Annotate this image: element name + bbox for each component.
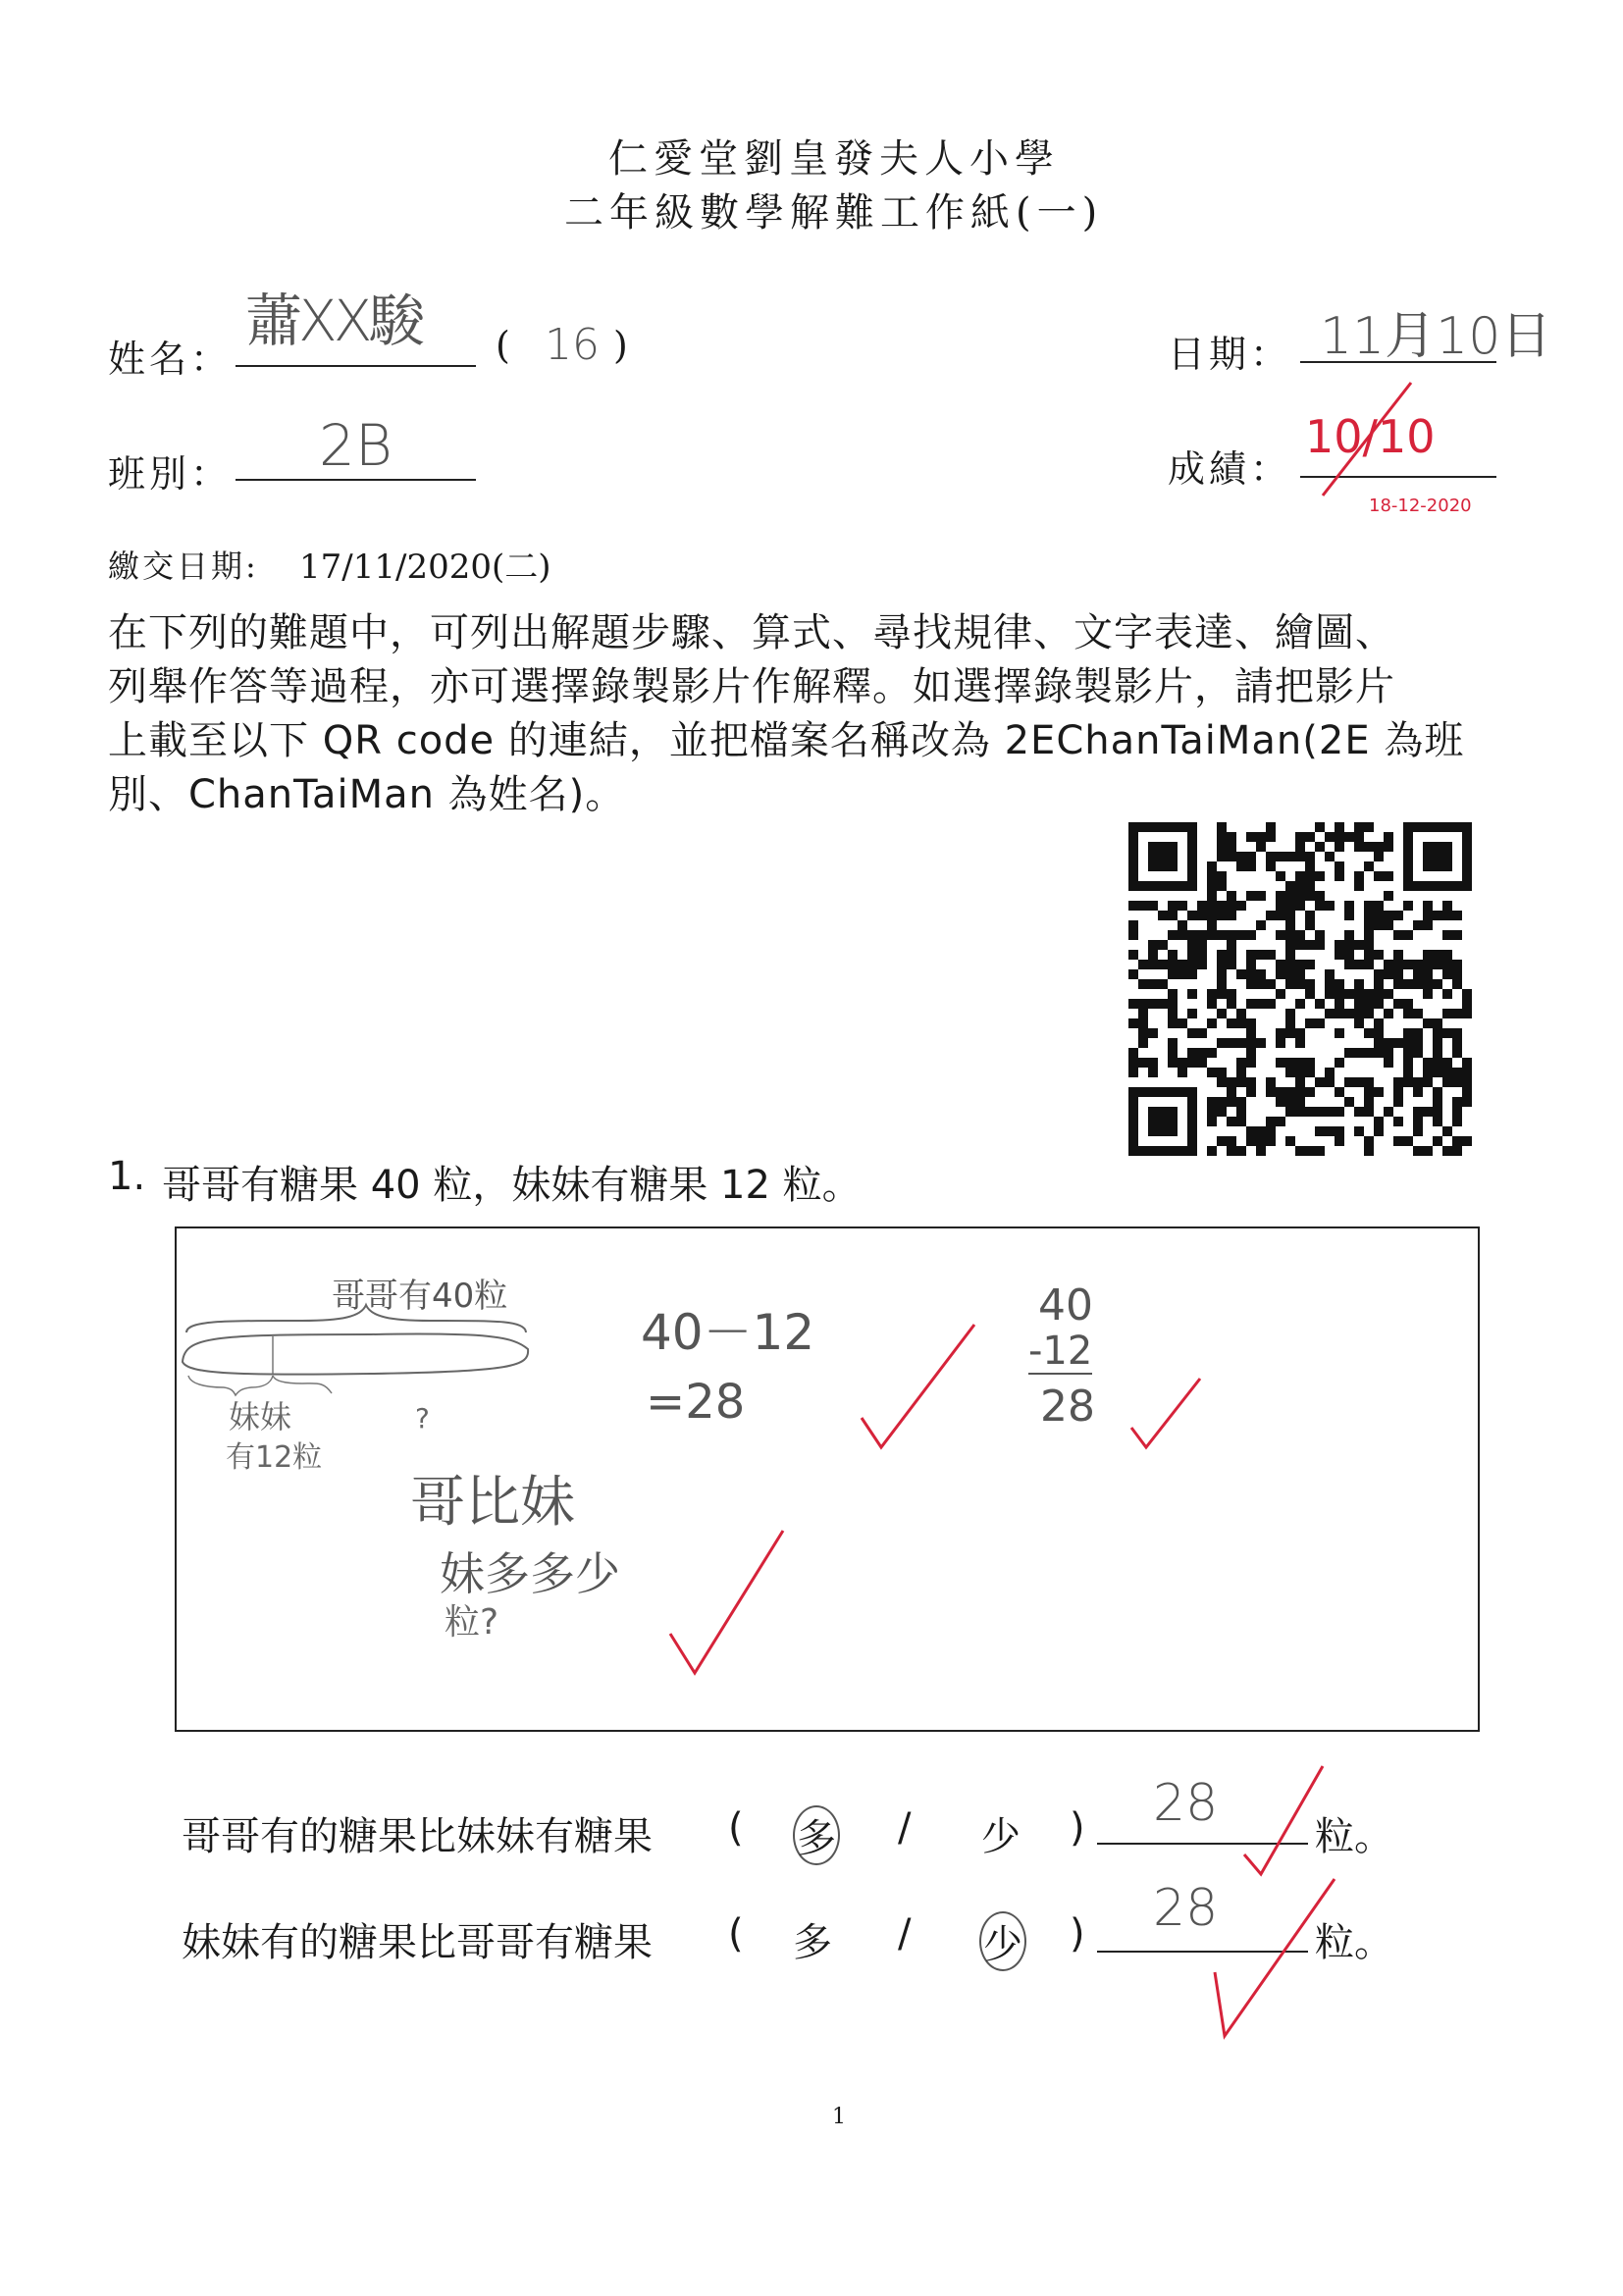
class-label: 班別： xyxy=(108,452,233,496)
sister-label: 妹妹 xyxy=(229,1398,292,1435)
column-subtract: -12 xyxy=(1028,1329,1093,1374)
page-number: 1 xyxy=(832,2105,846,2129)
score-slash xyxy=(1323,383,1411,496)
answer1-close: ) xyxy=(1070,1805,1085,1851)
answer2-option-more[interactable]: 多 xyxy=(793,1920,832,1965)
instruction-line: 上載至以下 QR code 的連結，並把檔案名稱改為 2EChanTaiMan(2E 為班 xyxy=(108,718,1465,763)
answer2-prefix: 妹妹有的糖果比哥哥有糖果 xyxy=(182,1920,653,1965)
sister-count: 有12粒 xyxy=(226,1440,323,1475)
score-label: 成績： xyxy=(1168,447,1292,491)
question-note-3: 粒? xyxy=(445,1602,499,1643)
due-label: 繳交日期: xyxy=(108,548,259,585)
column-top: 40 xyxy=(1038,1280,1093,1331)
mark-date: 18-12-2020 xyxy=(1369,496,1472,516)
name-label: 姓名： xyxy=(108,338,233,381)
instruction-line: 列舉作答等過程，亦可選擇錄製影片作解釋。如選擇錄製影片，請把影片 xyxy=(108,664,1395,709)
answer1-option-more[interactable]: 多 xyxy=(793,1805,840,1865)
worksheet-title: 二年級數學解難工作紙(一) xyxy=(564,190,1104,235)
answer1-open: ( xyxy=(728,1805,744,1851)
score-value: 10/10 xyxy=(1305,410,1436,463)
date-label: 日期： xyxy=(1168,333,1292,376)
name-value: 蕭XX駿 xyxy=(245,287,422,354)
equation: 40－12 xyxy=(641,1304,815,1361)
column-result: 28 xyxy=(1040,1382,1095,1432)
answer1-slash: / xyxy=(898,1805,912,1851)
due-value: 17/11/2020(二) xyxy=(299,548,551,587)
question-text: 哥哥有糖果 40 粒，妹妹有糖果 12 粒。 xyxy=(162,1163,862,1208)
school-name: 仁愛堂劉皇發夫人小學 xyxy=(608,136,1060,182)
instruction-line: 在下列的難題中，可列出解題步驟、算式、尋找規律、文字表達、繪圖、 xyxy=(108,610,1395,655)
answer2-option-less[interactable]: 少 xyxy=(979,1911,1026,1971)
check-mark xyxy=(1215,1879,1335,2036)
date-value: 11月10日 xyxy=(1320,307,1552,366)
answer1-value[interactable]: 28 xyxy=(1153,1774,1219,1833)
answer2-unit: 粒。 xyxy=(1315,1920,1393,1965)
answer2-open: ( xyxy=(728,1911,744,1957)
equation-result: =28 xyxy=(646,1375,746,1430)
answer1-prefix: 哥哥有的糖果比妹妹有糖果 xyxy=(182,1814,653,1859)
check-mark xyxy=(1244,1766,1323,1874)
question-number: 1. xyxy=(108,1154,146,1199)
question-note-2: 妹多多少 xyxy=(440,1547,620,1600)
class-no-close: ) xyxy=(613,324,632,367)
answer1-unit: 粒。 xyxy=(1315,1814,1393,1859)
question-note-1: 哥比妹 xyxy=(410,1471,575,1535)
class-value: 2B xyxy=(319,412,393,479)
brother-label: 哥哥有40粒 xyxy=(332,1277,508,1316)
class-no-open: ( xyxy=(496,324,514,367)
answer1-option-less[interactable]: 少 xyxy=(981,1814,1021,1859)
answer2-value[interactable]: 28 xyxy=(1153,1879,1219,1938)
class-no-value: 16 xyxy=(545,320,600,370)
unknown-mark: ? xyxy=(415,1402,430,1435)
answer2-slash: / xyxy=(898,1911,912,1957)
answer2-close: ) xyxy=(1070,1911,1085,1957)
instruction-line: 別、ChanTaiMan 為姓名)。 xyxy=(108,772,626,817)
